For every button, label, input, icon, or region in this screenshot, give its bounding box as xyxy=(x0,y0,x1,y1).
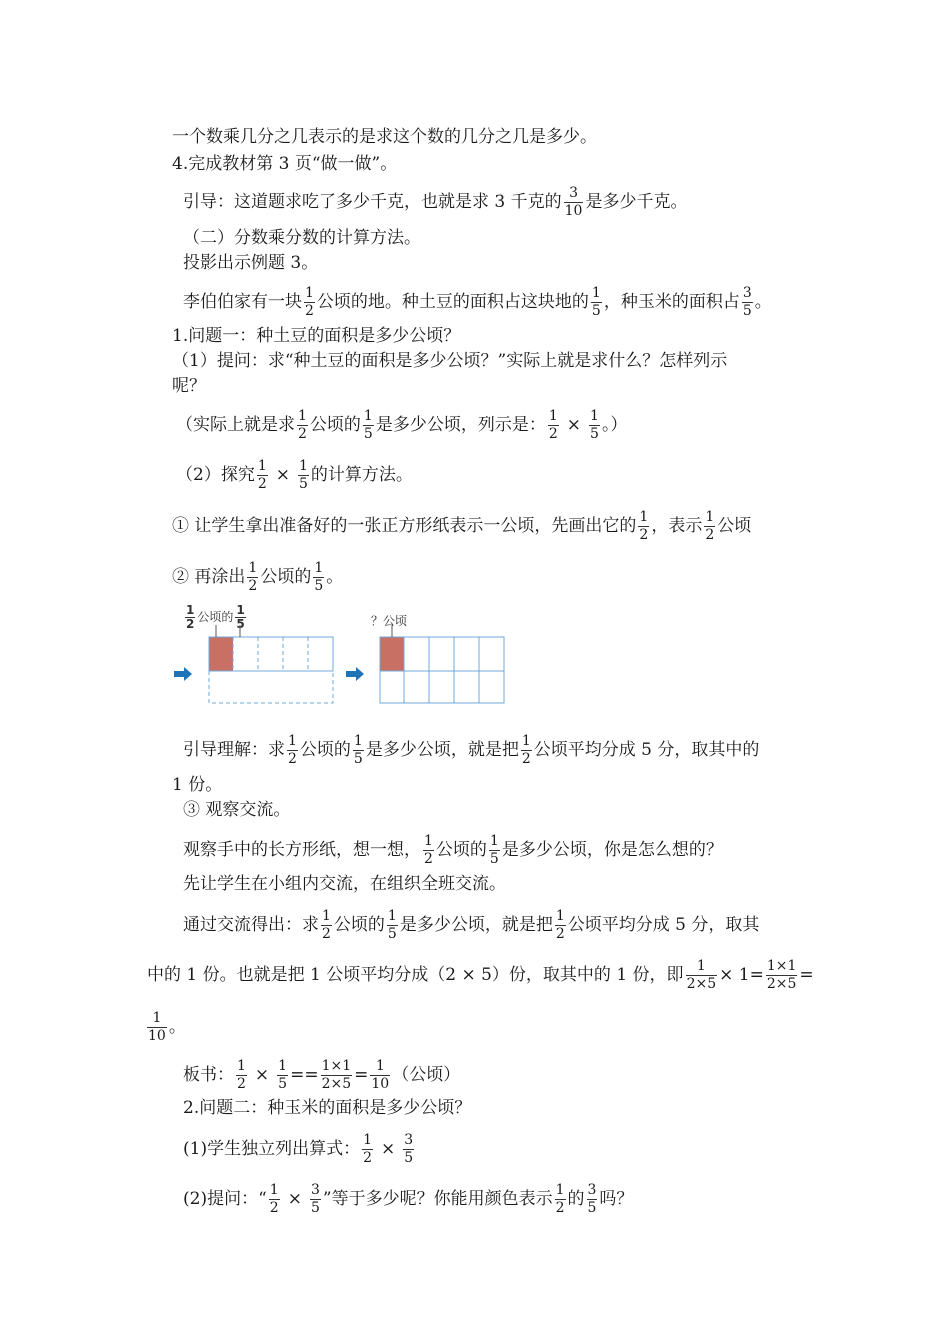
fraction: $\frac{1}{2}$ xyxy=(555,1182,565,1216)
text: 。 xyxy=(754,292,772,312)
text: 公顷的 xyxy=(435,840,487,860)
text: 公顷平均分成 5 分，取其 xyxy=(567,915,760,935)
fraction: $\frac{1}{5}$ xyxy=(489,833,499,867)
text: 是多少公顷，你是怎么想的？ xyxy=(501,840,723,860)
text-line: （1）提问：求“种土豆的面积是多少公顷？”实际上就是求什么？怎样列示 xyxy=(172,351,728,371)
text: 的 xyxy=(567,1189,585,1209)
text-line xyxy=(176,408,627,443)
text: 是多少公顷，列示是： xyxy=(375,415,546,435)
text: ② 再涂出 xyxy=(172,567,246,587)
text: ”等于多少呢？你能用颜色表示 xyxy=(322,1189,553,1209)
times-sign: × xyxy=(566,415,582,435)
fraction: $\frac{1}{2}$ xyxy=(305,285,314,319)
text: （实际上就是求 xyxy=(176,415,295,435)
text: 。 xyxy=(168,1017,186,1037)
arrow-right-icon xyxy=(346,667,364,681)
text: ，表示 xyxy=(651,516,703,536)
text: 的计算方法。 xyxy=(310,465,413,485)
text: 公顷 xyxy=(717,516,752,536)
fraction-diagram xyxy=(170,600,520,710)
question-heading: 1.问题一：种土豆的面积是多少公顷？ xyxy=(172,326,461,346)
text: × 1= xyxy=(719,965,764,985)
text: 是多少公顷，就是把 xyxy=(399,915,553,935)
fraction: $\frac{1}{5}$ xyxy=(353,733,363,767)
square-paper-right xyxy=(380,625,504,703)
text-line xyxy=(183,1182,633,1217)
text: （公顷） xyxy=(392,1065,461,1085)
section-heading: （二）分数乘分数的计算方法。 xyxy=(183,228,421,248)
text-line: 先让学生在小组内交流，在组织全班交流。 xyxy=(183,874,506,894)
question-heading: 2.问题二：种玉米的面积是多少公顷？ xyxy=(183,1098,472,1118)
text-line xyxy=(176,458,413,493)
text: = xyxy=(799,965,814,985)
fraction: $\frac{3}{5}$ xyxy=(742,285,752,319)
fraction: $\frac{1}{2}$ xyxy=(288,733,297,767)
times-sign: × xyxy=(275,465,290,485)
fraction: $\frac{1}{5}$ xyxy=(590,408,599,442)
fraction: $\frac{1}{2}$ xyxy=(705,509,715,543)
square-paper-left xyxy=(209,625,333,703)
fraction: $\frac{1}{2}$ xyxy=(322,908,331,942)
fraction: $\frac{1}{5}$ xyxy=(278,1058,288,1092)
text: 通过交流得出：求 xyxy=(183,915,319,935)
fraction: $\frac{1}{2}$ xyxy=(257,458,267,492)
text: 李伯伯家有一块 xyxy=(183,292,302,312)
fraction: $\frac{1\times 1}{2\times 5}$ xyxy=(321,1058,352,1092)
fraction: $\frac{1}{5}$ xyxy=(299,458,308,492)
text-line xyxy=(172,560,343,595)
text-line: 投影出示例题 3。 xyxy=(183,253,319,273)
text-line xyxy=(183,908,759,943)
text: 公顷的 xyxy=(309,415,361,435)
text: 是多少千克。 xyxy=(585,192,688,212)
diagram-label: ？公顷 xyxy=(371,614,408,628)
text: 观察手中的长方形纸，想一想， xyxy=(183,840,421,860)
text-line xyxy=(183,285,772,320)
text-line xyxy=(145,1010,186,1045)
text: 公顷的地。种土豆的面积占这块地的 xyxy=(316,292,589,312)
text-line xyxy=(183,733,759,768)
fraction: $\frac{1}{5}$ xyxy=(591,285,601,319)
text: 是多少公顷，就是把 xyxy=(365,740,519,760)
text-line: 4.完成教材第 3 页“做一做”。 xyxy=(172,154,398,174)
text: 引导：这道题求吃了多少千克，也就是求 3 千克的 xyxy=(183,192,562,212)
text-line: 呢？ xyxy=(172,376,206,396)
text: 吗？ xyxy=(599,1189,634,1209)
text-line: 1 份。 xyxy=(172,775,223,795)
fraction: $\frac{1}{2}$ xyxy=(639,509,649,543)
equals-sign: == xyxy=(290,1065,319,1085)
diagram-label: $\frac{1}{2}$ 公顷的 $\frac{1}{5}$ xyxy=(186,603,245,631)
fraction: $\frac{1}{5}$ xyxy=(363,408,373,442)
times-sign: × xyxy=(254,1065,270,1085)
text-line xyxy=(172,509,751,544)
text-line xyxy=(183,185,687,220)
fraction: $\frac{1}{5}$ xyxy=(236,603,245,631)
text-line xyxy=(147,958,814,993)
fraction: $\frac{1}{5}$ xyxy=(387,908,397,942)
fraction: $\frac{1}{10}$ xyxy=(371,1058,390,1092)
equals-sign: = xyxy=(354,1065,369,1085)
fraction: $\frac{1}{2}$ xyxy=(298,408,307,442)
text: (2)提问：“ xyxy=(183,1189,267,1209)
fraction: $\frac{1}{5}$ xyxy=(314,560,324,594)
text: 公顷平均分成 5 分，取其中的 xyxy=(533,740,760,760)
fraction: $\frac{3}{10}$ xyxy=(564,185,583,219)
fraction: $\frac{1}{2}$ xyxy=(248,560,258,594)
fraction: $\frac{1}{2}$ xyxy=(521,733,531,767)
times-sign: × xyxy=(287,1189,302,1209)
arrow-right-icon xyxy=(174,667,192,681)
text: ，种玉米的面积占 xyxy=(603,292,740,312)
fraction: $\frac{1}{2}$ xyxy=(424,833,433,867)
fraction: $\frac{1\times 1}{2\times 5}$ xyxy=(766,958,797,992)
text: 公顷的 xyxy=(260,567,312,587)
text: 中的 1 份。也就是把 1 公顷平均分成（2 × 5）份，取其中的 1 份，即 xyxy=(147,965,684,985)
fraction: $\frac{1}{2}$ xyxy=(186,603,195,631)
fraction: $\frac{1}{10}$ xyxy=(148,1010,166,1044)
text-line: 一个数乘几分之几表示的是求这个数的几分之几是多少。 xyxy=(172,127,597,147)
text: 引导理解：求 xyxy=(183,740,285,760)
text: 公顷的 xyxy=(333,915,385,935)
fraction: $\frac{3}{5}$ xyxy=(404,1132,414,1166)
fraction: $\frac{1}{2}$ xyxy=(363,1132,373,1166)
text: 。 xyxy=(326,567,344,587)
text-line xyxy=(183,1132,416,1167)
times-sign: × xyxy=(381,1139,396,1159)
text: 公顷的 xyxy=(299,740,351,760)
diagram-svg xyxy=(170,600,520,710)
fraction: $\frac{3}{5}$ xyxy=(587,1182,597,1216)
fraction: $\frac{3}{5}$ xyxy=(310,1182,320,1216)
text: ① 让学生拿出准备好的一张正方形纸表示一公顷，先画出它的 xyxy=(172,516,637,536)
fraction: $\frac{1}{2}$ xyxy=(237,1058,246,1092)
fraction: $\frac{1}{2}$ xyxy=(548,408,558,442)
fraction: $\frac{1}{2}$ xyxy=(555,908,565,942)
text-line xyxy=(183,833,723,868)
text-line: ③ 观察交流。 xyxy=(183,800,291,820)
text: 板书： xyxy=(183,1065,234,1085)
text: （2）探究 xyxy=(176,465,255,485)
text: 。） xyxy=(601,415,628,435)
fraction: $\frac{1}{2}$ xyxy=(269,1182,279,1216)
text: (1)学生独立列出算式： xyxy=(183,1139,361,1159)
fraction: $\frac{1}{2\times 5}$ xyxy=(686,958,717,992)
board-notes xyxy=(183,1058,460,1093)
